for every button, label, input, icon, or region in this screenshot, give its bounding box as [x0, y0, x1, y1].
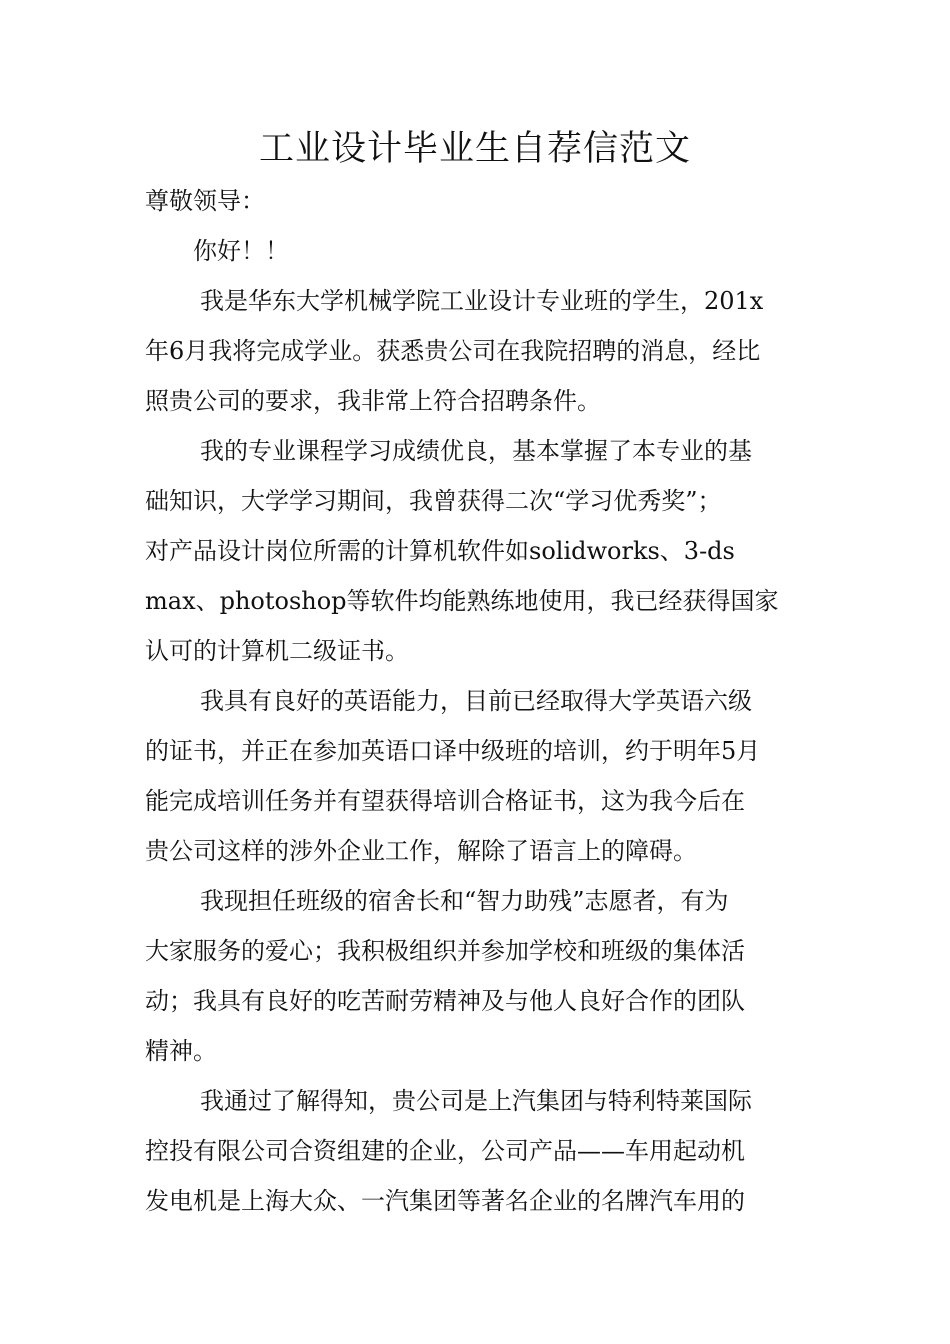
- paragraph-activities: [145, 876, 809, 1076]
- paragraph-line: 我的专业课程学习成绩优良，基本掌握了本专业的基: [200, 437, 752, 465]
- paragraph-line: 能完成培训任务并有望获得培训合格证书，这为我今后在: [145, 787, 745, 815]
- paragraph-line: 动；我具有良好的吃苦耐劳精神及与他人良好合作的团队: [145, 987, 745, 1015]
- salutation: 尊敬领导：: [145, 187, 265, 215]
- letter-body: [145, 176, 809, 1226]
- paragraph-line: 础知识，大学学习期间，我曾获得二次“学习优秀奖”；: [145, 487, 722, 515]
- paragraph-company: [145, 1076, 809, 1226]
- paragraph-line: 认可的计算机二级证书。: [145, 637, 409, 665]
- paragraph-line: 精神。: [145, 1037, 217, 1065]
- paragraph-academics: [145, 426, 809, 676]
- paragraph-english: [145, 676, 809, 876]
- paragraph-line: 对产品设计岗位所需的计算机软件如solidworks、3-ds: [145, 537, 735, 565]
- paragraph-line: 大家服务的爱心；我积极组织并参加学校和班级的集体活: [145, 937, 745, 965]
- paragraph-line: 年6月我将完成学业。获悉贵公司在我院招聘的消息，经比: [145, 337, 761, 365]
- paragraph-line: 我通过了解得知，贵公司是上汽集团与特利特莱国际: [200, 1087, 752, 1115]
- paragraph-line: 的证书，并正在参加英语口译中级班的培训，约于明年5月: [145, 737, 761, 765]
- paragraph-intro: [145, 276, 809, 426]
- paragraph-line: 我具有良好的英语能力，目前已经取得大学英语六级: [200, 687, 752, 715]
- paragraph-line: max、photoshop等软件均能熟练地使用，我已经获得国家: [145, 587, 779, 615]
- paragraph-line: 贵公司这样的涉外企业工作，解除了语言上的障碍。: [145, 837, 697, 865]
- paragraph-line: 控投有限公司合资组建的企业，公司产品——车用起动机: [145, 1137, 745, 1165]
- paragraph-line: 照贵公司的要求，我非常上符合招聘条件。: [145, 387, 601, 415]
- paragraph-line: 我现担任班级的宿舍长和“智力助残”志愿者，有为: [200, 887, 729, 915]
- paragraph-line: 我是华东大学机械学院工业设计专业班的学生，201x: [200, 287, 764, 315]
- paragraph-line: 发电机是上海大众、一汽集团等著名企业的名牌汽车用的: [145, 1187, 745, 1215]
- greeting: 你好！！: [193, 237, 289, 265]
- document-title: 工业设计毕业生自荐信范文: [258, 129, 691, 169]
